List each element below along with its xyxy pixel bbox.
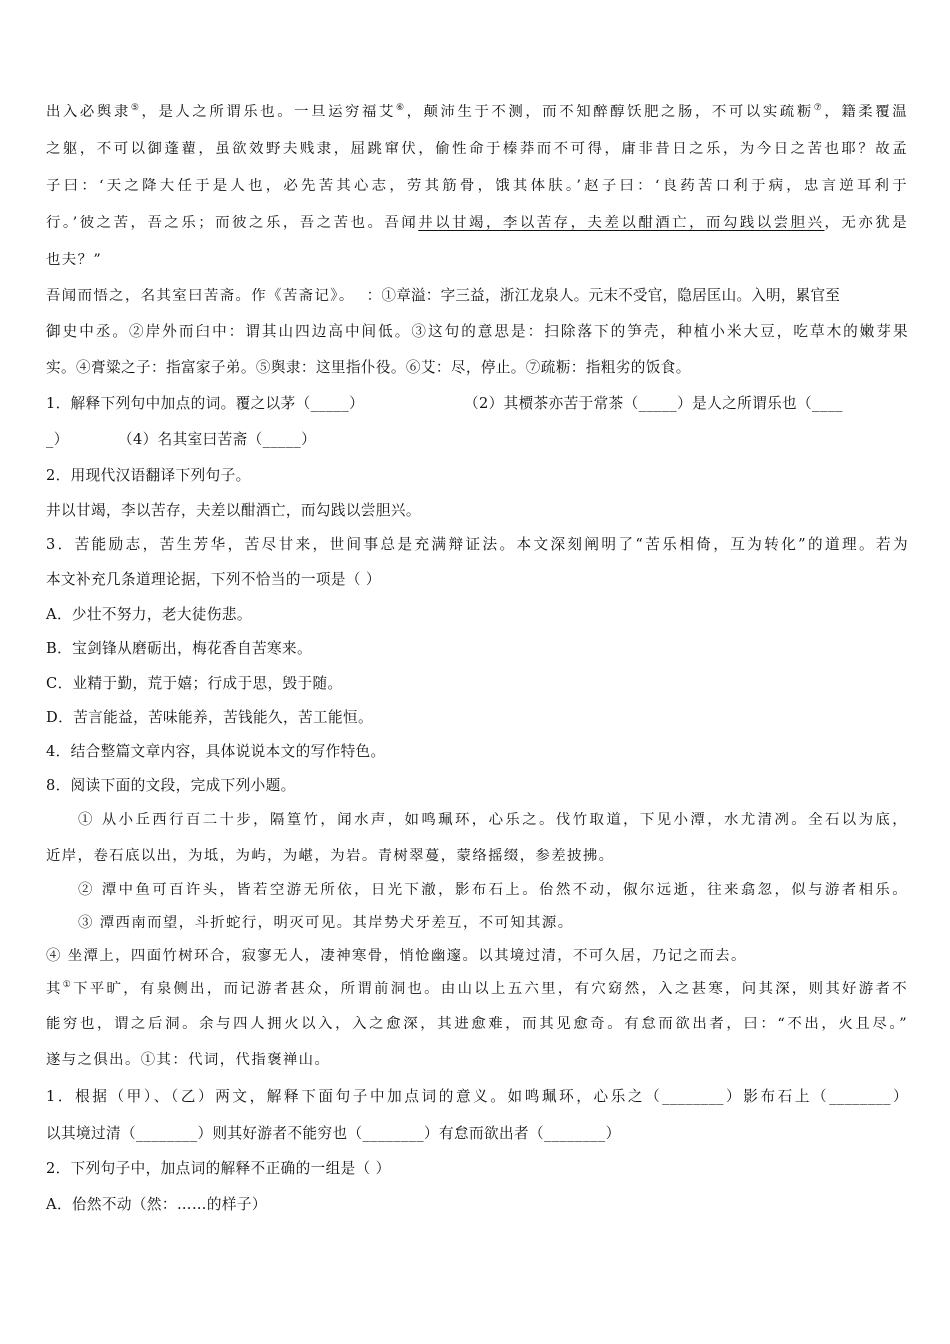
passage-text: 出入必舆隶	[46, 104, 131, 120]
question-3: 本文补充几条道理论据，下列不恰当的一项是（ ）	[46, 571, 381, 588]
question-8-2: 2．下列句子中，加点词的解释不正确的一组是（ ）	[46, 1160, 391, 1177]
passage-text: ，是人之所谓乐也。一旦运穷福艾	[141, 104, 396, 120]
option-d: D．苦言能益，苦味能养，苦钱能久，苦工能恒。	[46, 709, 373, 726]
footnote-marker: ⑤	[130, 103, 142, 114]
passage-line	[46, 213, 908, 233]
option-c: C．业精于勤，荒于嬉；行成于思，毁于随。	[46, 675, 343, 692]
question-8-1: 以其境过清（________）则其好游者不能穷也（________）有怠而欲出者（________）	[46, 1125, 621, 1142]
question-8-1: 1．根据（甲）、（乙）两文，解释下面句子中加点词的意义。如鸣珮环，心乐之（________）影布石上（________）	[46, 1088, 908, 1105]
passage-text: 其	[46, 981, 63, 997]
question-1-line	[46, 430, 908, 450]
passage-text: ，籍柔覆温	[824, 104, 909, 120]
annotation-text: ：①章溢：字三益，浙江龙泉人。元末不受官，隐居匡山。入明，累官至	[366, 287, 841, 304]
option-a: A．佁然不动（然：……的样子）	[46, 1196, 267, 1213]
question-text: （2）其槚茶亦苦于常茶（_____）是人之所谓乐也（____	[464, 395, 843, 412]
underlined-sentence: 井以甘竭，李以苦存，夫差以酣酒亡，而勾践以尝胆兴	[418, 215, 825, 231]
passage-paragraph-4: ④ 坐潭上，四面竹树环合，寂寥无人，凄神寒骨，悄怆幽邃。以其境过清，不可久居，乃记之而去。	[46, 948, 747, 964]
passage-text: ，颠沛生于不测，而不知醉醇饫肥之肠，不可以实疏粝	[406, 104, 814, 120]
passage-text: 下平旷，有泉侧出，而记游者甚众，所谓前洞也。由山以上五六里，有穴窈然，入之甚寒，问其深，则其好游者不	[73, 981, 908, 997]
passage-paragraph-1: 近岸，卷石底以出，为坻，为屿，为嵁，为岩。青树翠蔓，蒙络摇缀，参差披拂。	[46, 848, 615, 864]
passage-b-line: 遂与之俱出。①其：代词，代指褒禅山。	[46, 1052, 331, 1068]
section-8-title: 8．阅读下面的文段，完成下列小题。	[46, 777, 296, 794]
translation-sentence: 井以甘竭，李以苦存，夫差以酣酒亡，而勾践以尝胆兴。	[46, 502, 421, 519]
option-b: B．宝剑锋从磨砺出，梅花香自苦寒来。	[46, 640, 313, 657]
passage-line	[46, 286, 908, 306]
passage-paragraph-2: ② 潭中鱼可百许头，皆若空游无所依，日光下澈，影布石上。佁然不动，俶尔远逝，往来翕忽，似与游者相乐。	[78, 882, 908, 898]
passage-line: 子曰：‘天之降大任于是人也，必先苦其心志，劳其筋骨，饿其体肤。’赵子曰：‘良药苦口利于病，忠言逆耳利于	[46, 178, 908, 194]
passage-text: 吾闻而悟之，名其室曰苦斋。作《苦斋记》。	[46, 288, 355, 304]
question-1-line	[46, 394, 908, 414]
option-a: A．少壮不努力，老大徒伤悲。	[46, 606, 252, 623]
question-text: （4）名其室曰苦斋（_____）	[118, 431, 317, 448]
question-text: _）	[46, 431, 69, 448]
question-2: 2．用现代汉语翻译下列句子。	[46, 467, 251, 484]
annotation-line: 御史中丞。②岸外而臼中：谓其山四边高中间低。③这句的意思是：扫除落下的笋壳，种植小米大豆，吃草木的嫩芽果	[46, 323, 908, 340]
passage-b-line: 能穷也，谓之后洞。余与四人拥火以入，入之愈深，其进愈难，而其见愈奇。有怠而欲出者，曰：“不出，火且尽。”	[46, 1016, 908, 1032]
footnote-marker: ①	[62, 980, 74, 991]
annotation-line: 实。④膏粱之子：指富家子弟。⑤舆隶：这里指仆役。⑥艾：尽，停止。⑦疏粝：指粗劣的饭食。	[46, 359, 691, 376]
passage-line: 之躯，不可以御蓬藋，虽欲效野夫贱隶，屈跳窜伏，偷性命于榛莽而不可得，庸非昔日之乐，为今日之苦也耶？故孟	[46, 141, 908, 157]
passage-text: 行。’彼之苦，吾之乐；而彼之乐，吾之苦也。吾闻	[46, 215, 419, 231]
passage-b-line	[46, 979, 908, 999]
passage-text: ，无亦犹是	[824, 215, 908, 231]
footnote-marker: ⑥	[395, 103, 407, 114]
question-4: 4．结合整篇文章内容，具体说说本文的写作特色。	[46, 743, 386, 760]
passage-paragraph-1: ① 从小丘西行百二十步，隔篁竹，闻水声，如鸣珮环，心乐之。伐竹取道，下见小潭，水尤清冽。全石以为底，	[78, 812, 908, 828]
passage-line: 也夫？”	[46, 252, 103, 268]
question-text: 1．解释下列句中加点的词。覆之以茅（_____）	[46, 395, 365, 412]
passage-line	[46, 102, 908, 122]
passage-paragraph-3: ③ 潭西南而望，斗折蛇行，明灭可见。其岸势犬牙差互，不可知其源。	[78, 915, 574, 931]
footnote-marker: ⑦	[813, 103, 825, 114]
question-3: 3．苦能励志，苦生芳华，苦尽甘来，世间事总是充满辩证法。本文深刻阐明了“苦乐相倚，互为转化”的道理。若为	[46, 536, 908, 553]
